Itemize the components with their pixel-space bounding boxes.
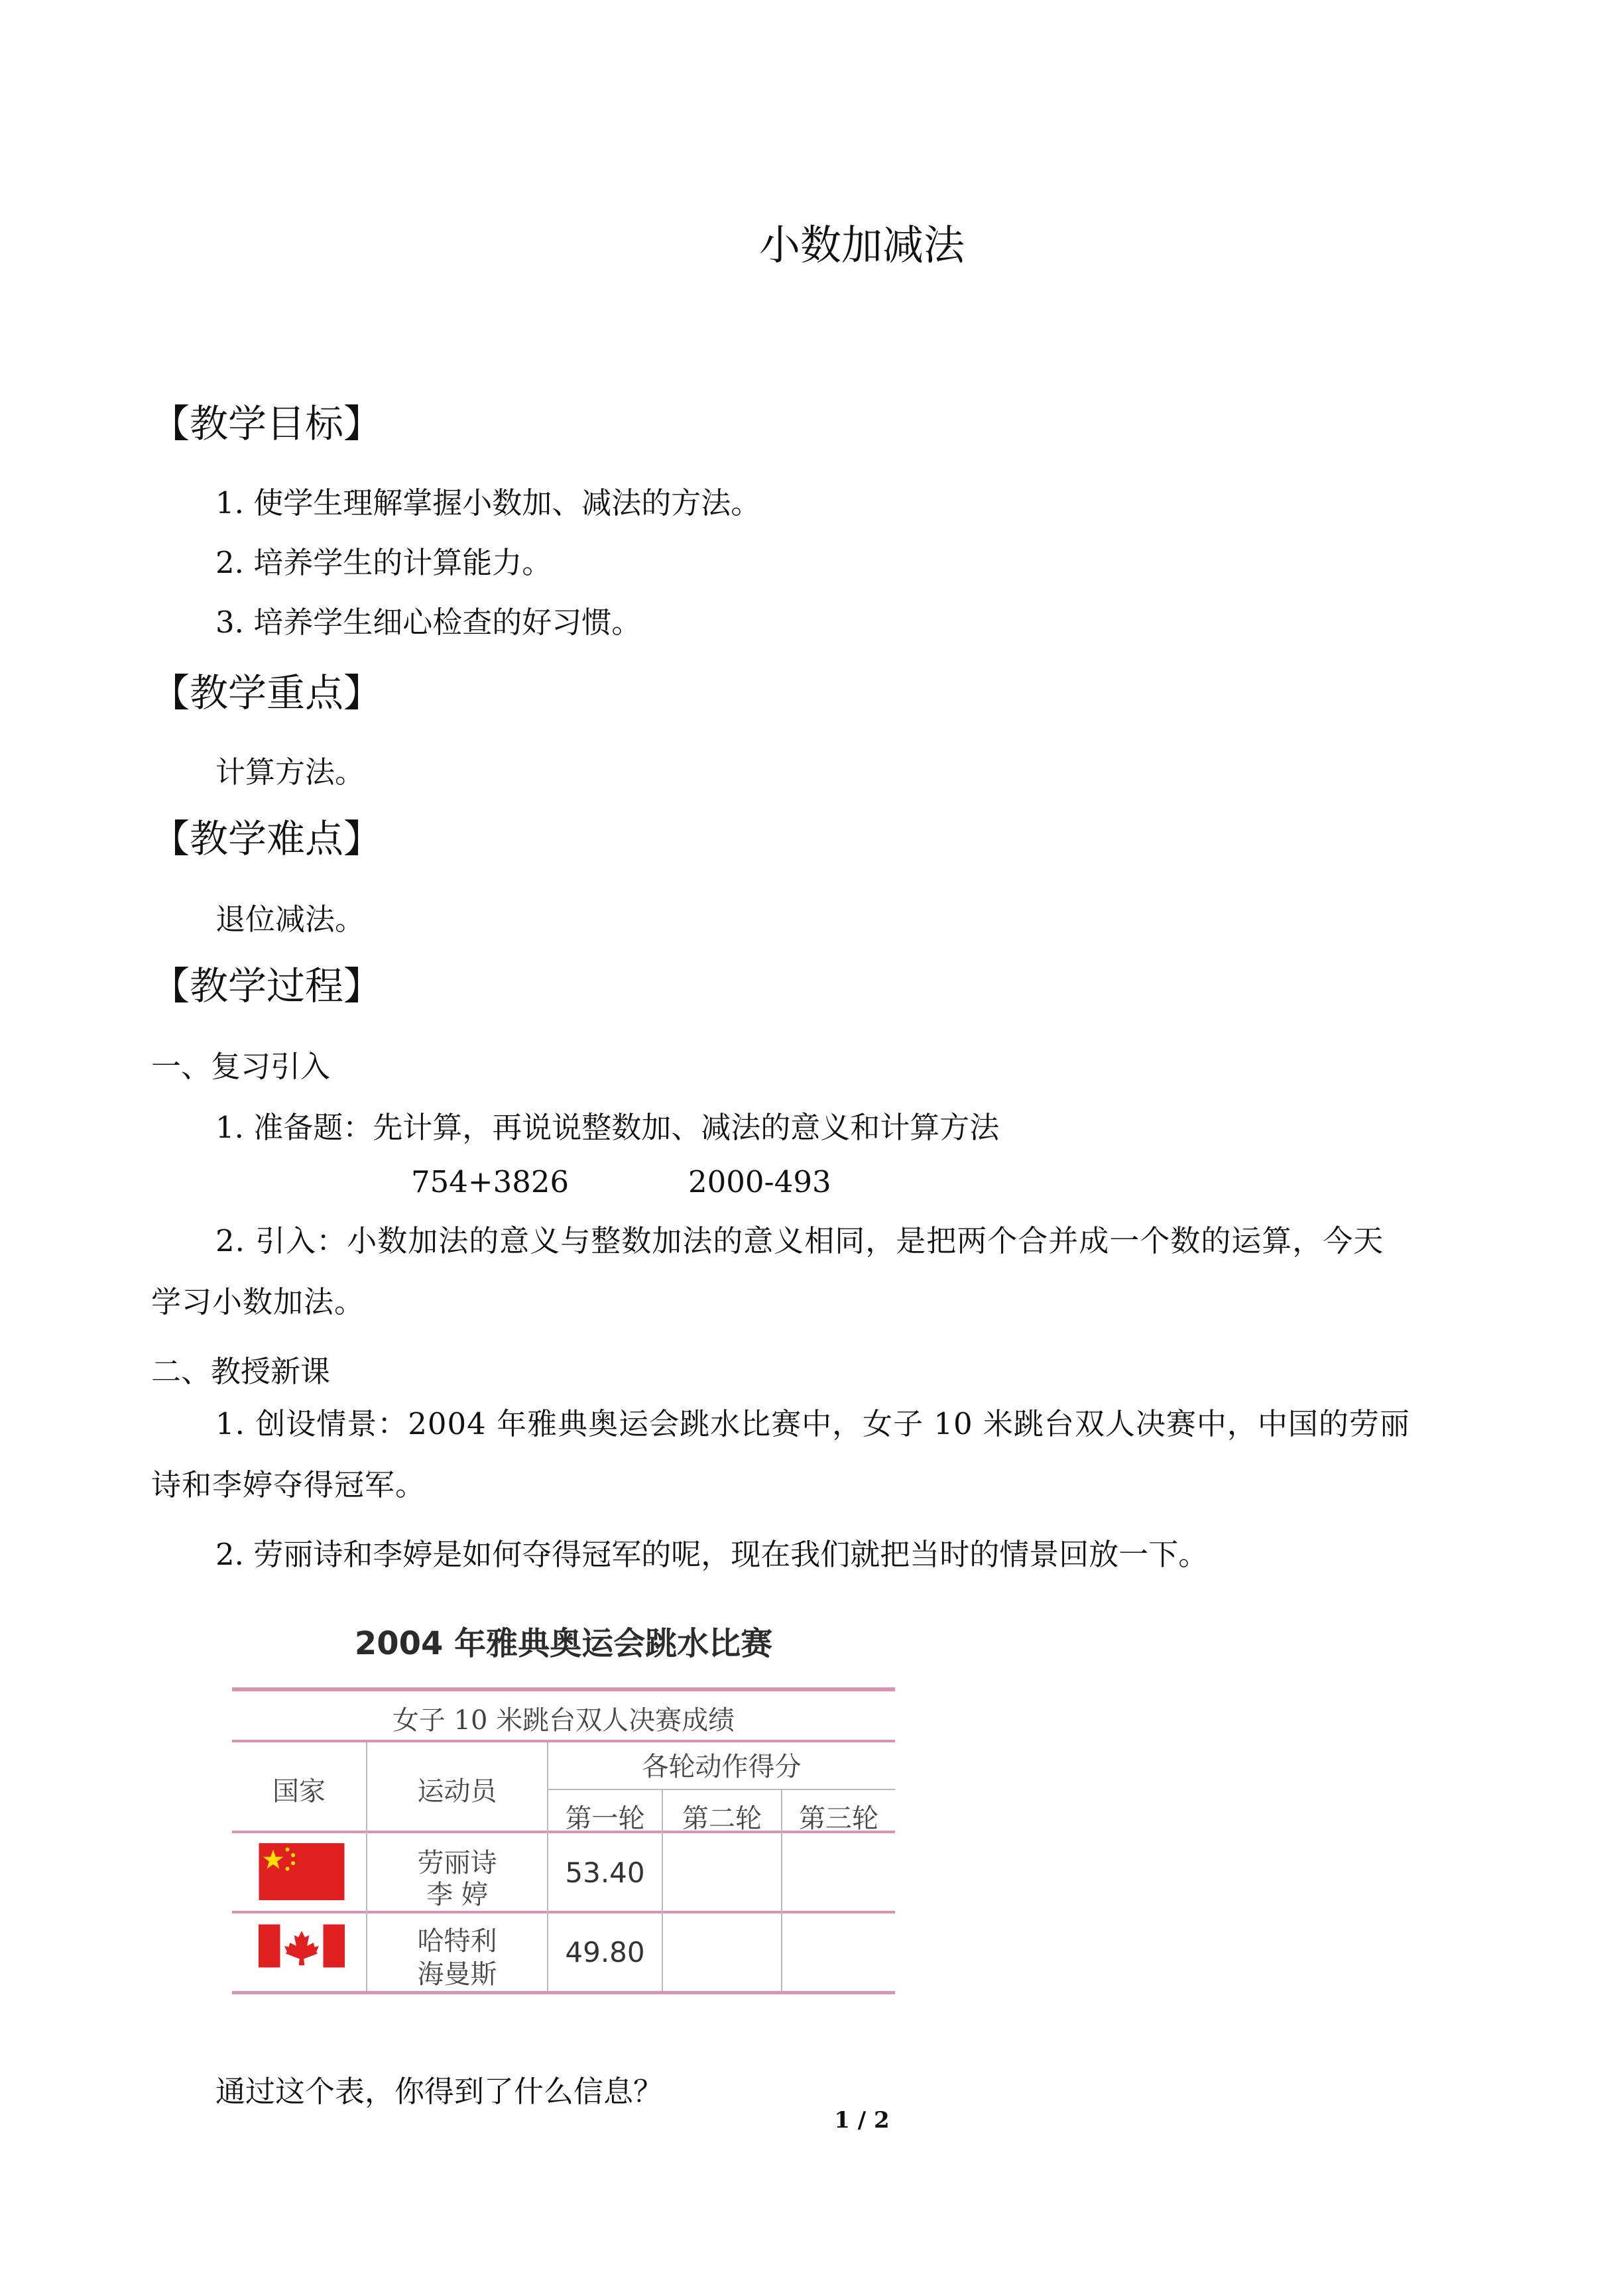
header-country: 国家: [272, 1776, 326, 1807]
process-part-1: 一、复习引入: [151, 1049, 331, 1084]
expression-1: 754+3826: [411, 1164, 570, 1199]
athlete-name: 劳丽诗: [417, 1848, 497, 1878]
process-item-1: 1. 准备题：先计算，再说说整数加、减法的意义和计算方法: [215, 1110, 1000, 1145]
key-point-text: 计算方法。: [215, 755, 365, 790]
page-title: 小数加减法: [758, 221, 965, 269]
process-item-3-line-2: 诗和李婷夺得冠军。: [151, 1467, 426, 1502]
process-item-2-line-1: 2. 引入：小数加法的意义与整数加法的意义相同，是把两个合并成一个数的运算，今天: [215, 1223, 1384, 1258]
header-round-2: 第二轮: [682, 1803, 762, 1834]
section-heading-key: 【教学重点】: [151, 670, 383, 715]
athlete-name: 李 婷: [426, 1880, 488, 1910]
process-item-4: 2. 劳丽诗和李婷是如何夺得冠军的呢，现在我们就把当时的情景回放一下。: [215, 1537, 1209, 1572]
process-item-2: [151, 1211, 1484, 1333]
goal-item-3: 3. 培养学生细心检查的好习惯。: [215, 605, 642, 640]
process-part-2: 二、教授新课: [151, 1354, 331, 1389]
header-scores: 各轮动作得分: [642, 1752, 802, 1782]
athlete-name: 哈特利: [417, 1926, 497, 1957]
table-rule-bottom: [232, 1991, 895, 1994]
figure-title: 2004 年雅典奥运会跳水比赛: [354, 1625, 773, 1662]
header-round-3: 第三轮: [799, 1803, 878, 1834]
table-rule-row: [232, 1911, 895, 1913]
process-item-3: [151, 1394, 1484, 1516]
section-heading-goals: 【教学目标】: [151, 401, 383, 446]
header-round-1: 第一轮: [565, 1803, 645, 1834]
table-subtitle: 女子 10 米跳台双人决赛成绩: [392, 1705, 735, 1736]
page-number: 1 / 2: [834, 2107, 890, 2134]
score-round-1: 53.40: [565, 1856, 645, 1889]
process-item-2-line-2: 学习小数加法。: [151, 1284, 365, 1319]
process-item-3-line-1: 1. 创设情景：2004 年雅典奥运会跳水比赛中，女子 10 米跳台双人决赛中，中国的劳丽: [215, 1406, 1410, 1441]
table-rule-header: [232, 1740, 895, 1742]
score-round-1: 49.80: [565, 1936, 645, 1968]
difficulty-text: 退位减法。: [215, 902, 365, 937]
expression-2: 2000-493: [688, 1164, 831, 1199]
china-flag-icon: [259, 1843, 345, 1900]
goal-item-2: 2. 培养学生的计算能力。: [215, 545, 552, 580]
section-heading-process: 【教学过程】: [151, 963, 383, 1008]
header-athlete: 运动员: [417, 1776, 497, 1807]
athlete-name: 海曼斯: [417, 1959, 497, 1990]
table-rule-top: [232, 1687, 895, 1691]
table-rule-rounds: [547, 1789, 895, 1790]
goal-item-1: 1. 使学生理解掌握小数加、减法的方法。: [215, 485, 761, 520]
canada-flag-icon: [259, 1923, 345, 1969]
section-heading-difficulty: 【教学难点】: [151, 816, 383, 861]
score-table-figure: [225, 1603, 902, 2001]
figure-question: 通过这个表，你得到了什么信息？: [215, 2074, 664, 2109]
